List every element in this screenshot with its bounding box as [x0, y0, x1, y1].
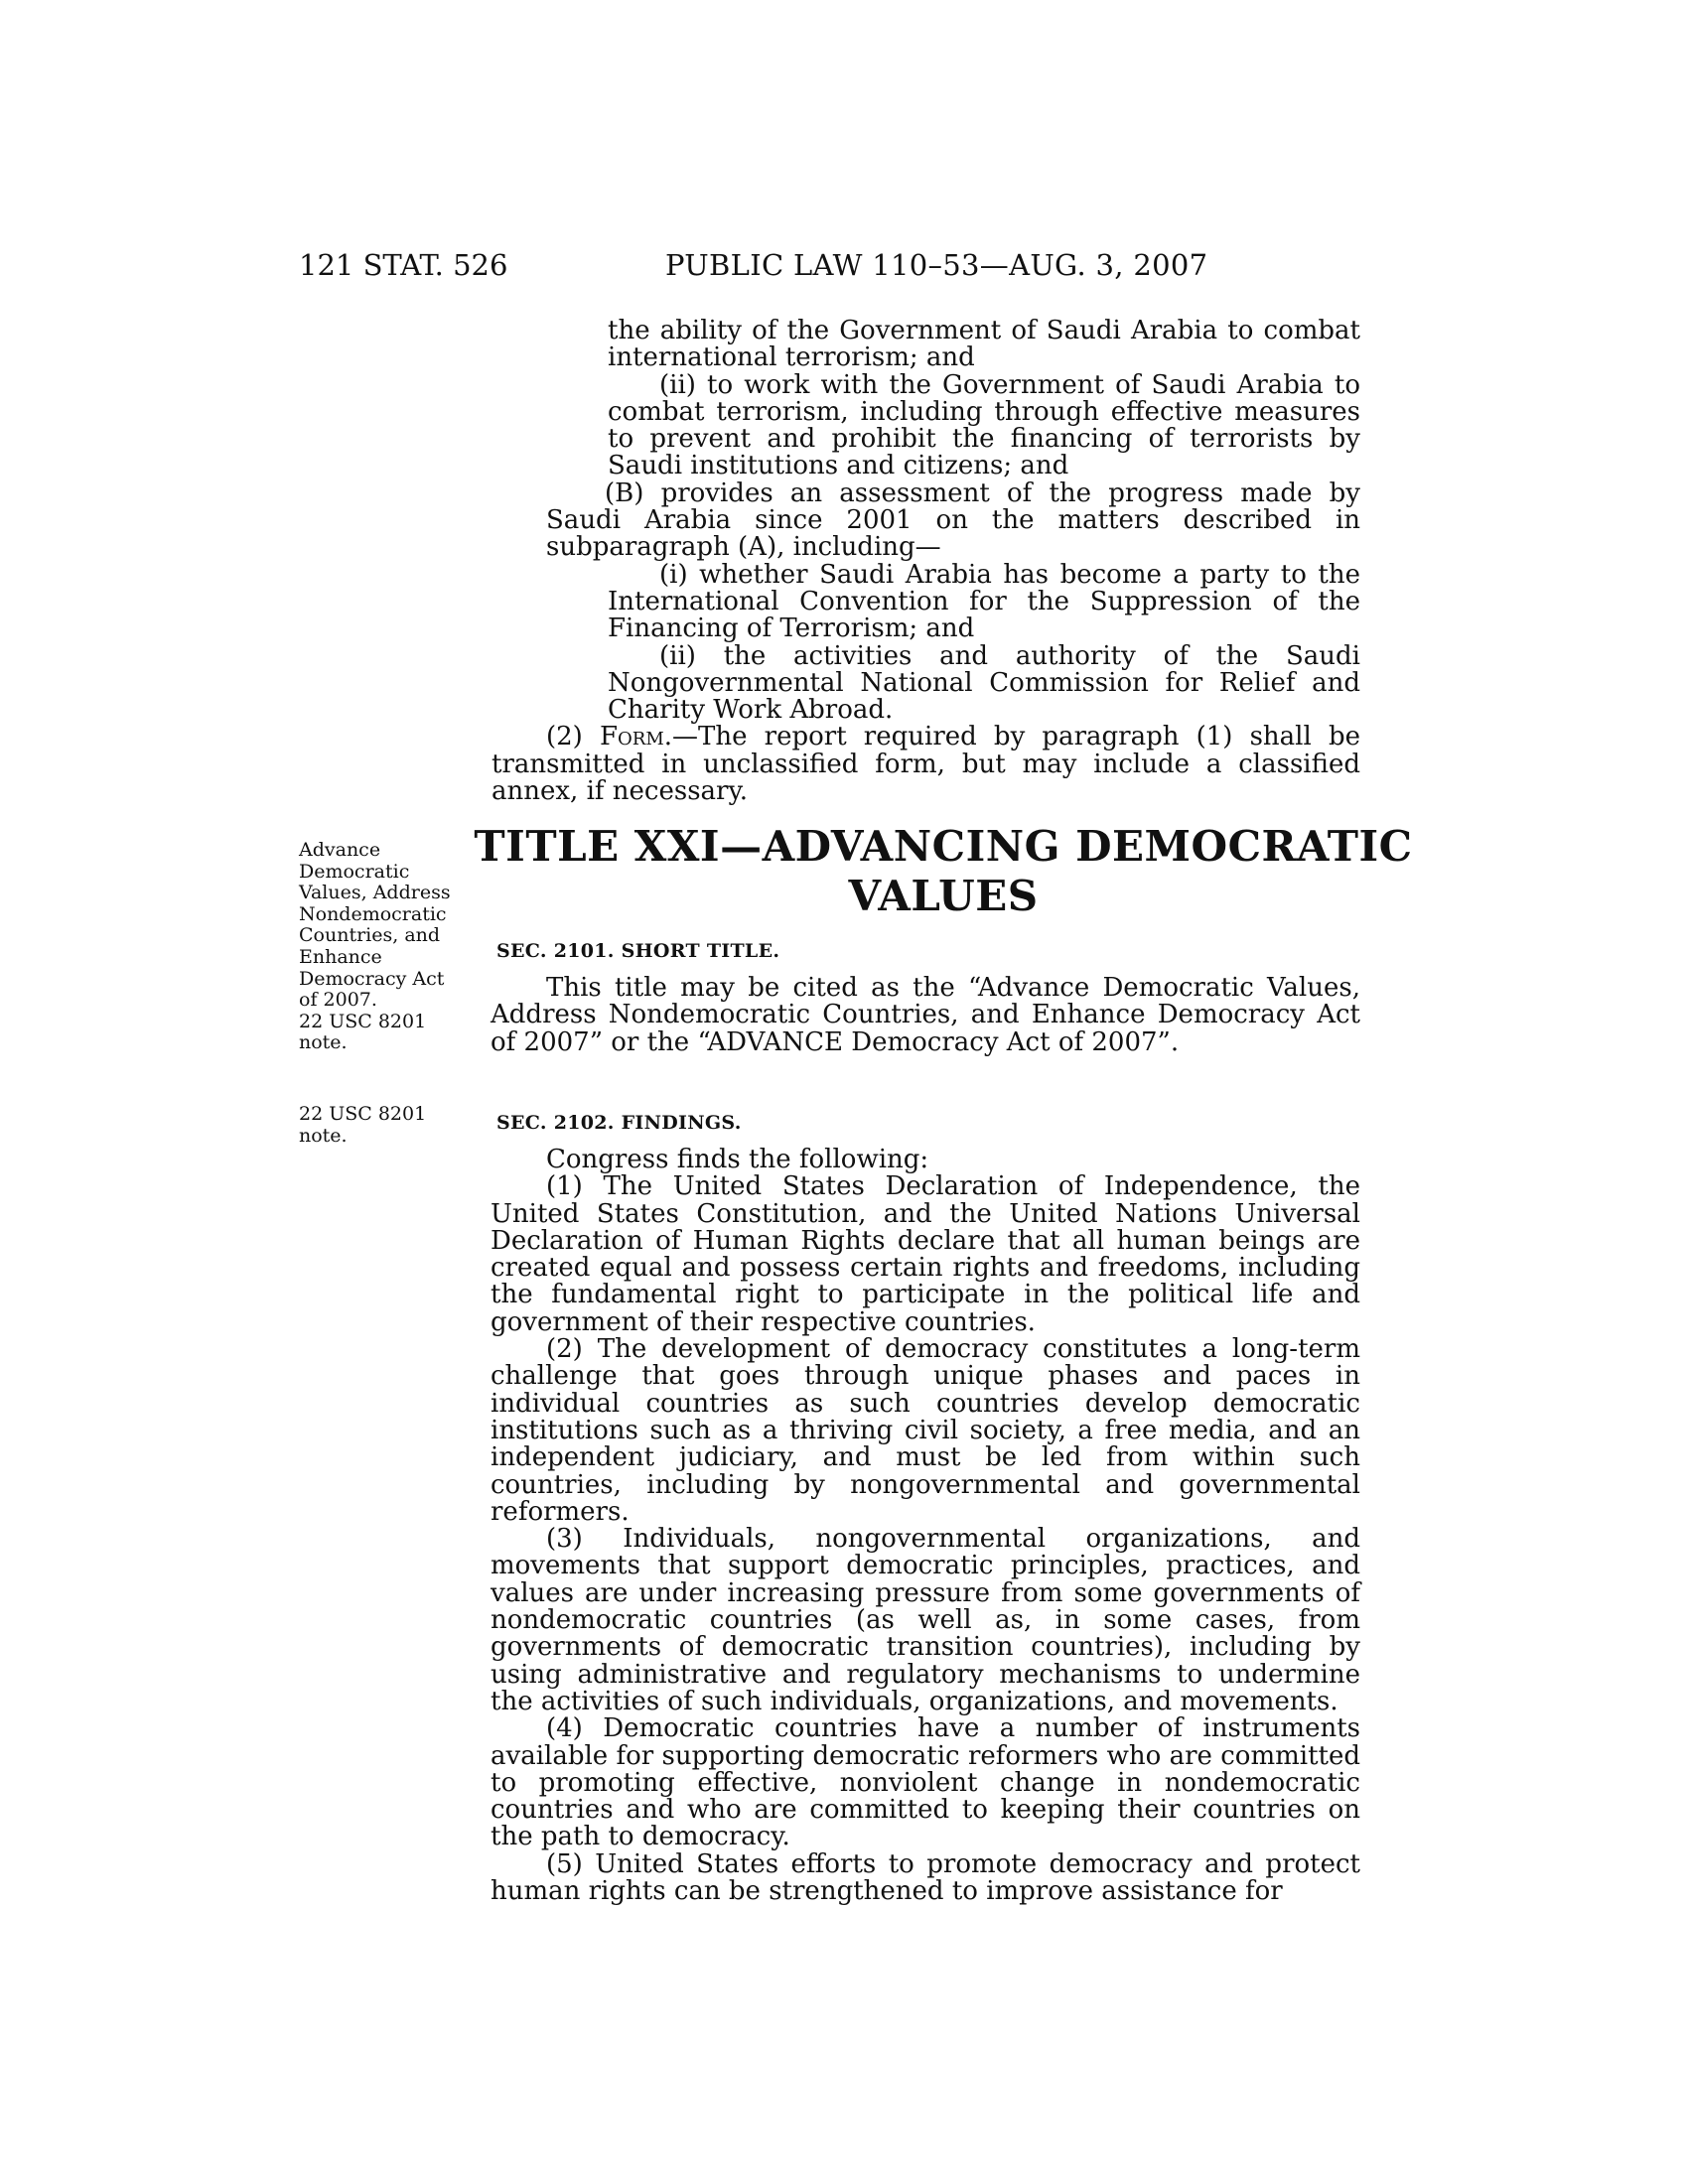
paragraph-continuation: the ability of the Government of Saudi Arabia to combat international terrorism; and: [608, 316, 1360, 373]
margin-note-short-title: [299, 840, 468, 1054]
title-heading: [467, 822, 1420, 921]
clause-ii-b: (ii) the activities and authority of the Saudi Nongovernmental National Commission for Relief and Charity Work Abroad.: [608, 640, 1360, 726]
clause-i: (i) whether Saudi Arabia has become a party to the International Convention for the Suppression of the Financing of Terrorism; and: [608, 559, 1360, 644]
clause-ii: (ii) to work with the Government of Saudi Arabia to combat terrorism, including through effective measures to prevent and prohibit the financing of terrorists by Saudi institutions and citizens; and: [608, 369, 1360, 481]
subparagraph-b: (B) provides an assessment of the progress made by Saudi Arabia since 2001 on the matters described in subparagraph (A), including—: [546, 478, 1360, 563]
margin-note-findings: [299, 1104, 468, 1147]
finding-3: (3) Individuals, nongovernmental organizations, and movements that support democratic principles, practices, and values are under increasing pressure from some governments of nondemocratic countries (as well as, in some cases, from governments of democratic transition countries), including by using administrative and regulatory mechanisms to undermine the activities of such individuals, organizations, and movements.: [491, 1524, 1360, 1716]
section-2101-body: [491, 975, 1360, 1056]
title-line-2: VALUES: [848, 872, 1039, 920]
finding-1: (1) The United States Declaration of Independence, the United States Constitution, and the United Nations Universal Declaration of Human Rights declare that all human beings are created equal and possess certain rights and freedoms, including the fundamental right to participate in the political life and government of their respective countries.: [491, 1171, 1360, 1337]
short-title-text: This title may be cited as the “Advance Democratic Values, Address Nondemocratic Countries, and Enhance Democracy Act of 2007” or the “ADVANCE Democracy Act of 2007”.: [491, 973, 1360, 1057]
margin-note-act-name: Advance Democratic Values, Address Nondemocratic Countries, and Enhance Democracy Act of 2007.: [299, 839, 451, 1012]
title-line-1: TITLE XXI—ADVANCING DEMOCRATIC: [474, 822, 1413, 871]
paragraph-form: [492, 724, 1360, 805]
section-2102-heading: SEC. 2102. FINDINGS.: [496, 1112, 742, 1134]
findings-intro: Congress finds the following:: [546, 1145, 929, 1174]
section-2101-heading: SEC. 2101. SHORT TITLE.: [496, 940, 780, 962]
margin-note-usc-2: 22 USC 8201 note.: [299, 1103, 427, 1147]
page-header: [0, 248, 1688, 288]
form-label: (2) Form.: [546, 722, 673, 752]
running-head: PUBLIC LAW 110–53—AUG. 3, 2007: [665, 248, 1208, 282]
finding-4: (4) Democratic countries have a number of instruments available for supporting democratic reformers who are committed to promoting effective, nonviolent change in nondemocratic countries and who are committed to keeping their countries on the path to democracy.: [491, 1713, 1360, 1852]
finding-2: (2) The development of democracy constitutes a long-term challenge that goes through unique phases and paces in individual countries as such countries develop democratic institutions such as a thriving civil society, a free media, and an independent judiciary, and must be led from within such countries, including by nongovernmental and governmental reformers.: [491, 1334, 1360, 1527]
stat-citation: 121 STAT. 526: [299, 248, 508, 282]
section-2102-body: [491, 1147, 1360, 1905]
finding-5: (5) United States efforts to promote democracy and protect human rights can be strengthened to improve assistance for: [491, 1848, 1360, 1907]
margin-note-usc-1: 22 USC 8201 note.: [299, 1010, 427, 1054]
form-text: —The report required by paragraph (1) shall be transmitted in unclassified form, but may include a classified annex, if necessary.: [492, 722, 1360, 807]
continued-text-block: [492, 316, 1360, 807]
